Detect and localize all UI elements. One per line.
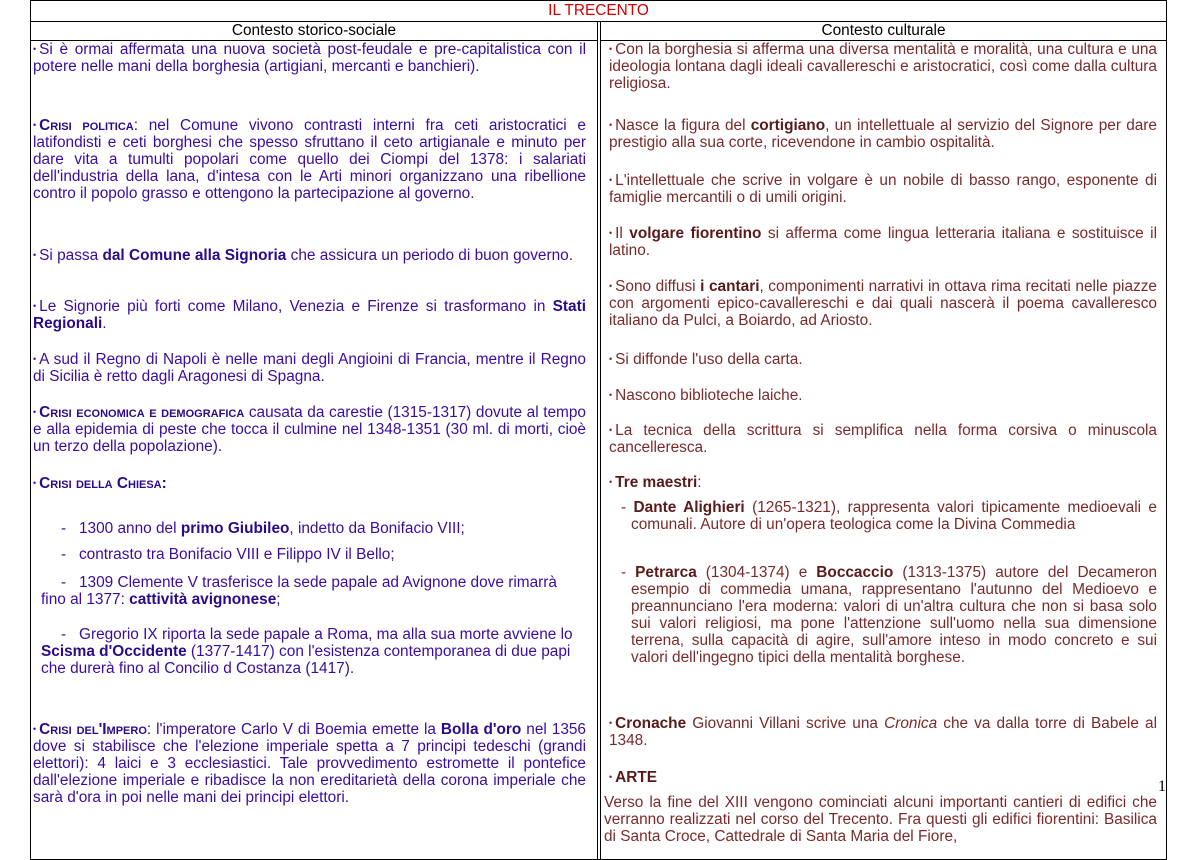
left-paragraph: • Crisi del'Impero: l'imperatore Carlo V di Boemia emette la Bolla d'oro nel 1356 dove si stabilisce che l'elezione imperiale spetta a 7 principi tedeschi (grandi elettori): 4 laici e 3 ecclesiastici. Tale provvedimento estromette il pontefice dall'elezione imperiale e ribadisce la non ereditarietà della corona imperiale che sarà d'ora in poi nelle mani dei principi elettori.	[33, 721, 586, 806]
right-paragraph: • Nasce la figura del cortigiano, un intellettuale al servizio del Signore per dare prestigio alla sua corte, ricevendone in cambio ospitalità.	[609, 117, 1157, 151]
left-paragraph: • A sud il Regno di Napoli è nelle mani degli Angioini di Francia, mentre il Regno di Sicilia è retto dagli Aragonesi di Spagna.	[33, 351, 586, 385]
left-subitem: - contrasto tra Bonifacio VIII e Filippo IV il Bello;	[61, 546, 395, 563]
bullet-icon: •	[609, 390, 613, 400]
left-paragraph: • Crisi della Chiesa:	[33, 475, 167, 492]
bullet-icon: •	[609, 718, 613, 728]
bullet-icon: •	[33, 354, 37, 364]
left-subitem: - Gregorio IX riporta la sede papale a Roma, ma alla sua morte avviene lo Scisma d'Occidente (1377-1417) con l'esistenza contemporanea di due papi che durerà fino al Concilio d Costanza (1417).	[41, 626, 573, 677]
right-paragraph: • Il volgare fiorentino si afferma come lingua letteraria italiana e sostituisce il latino.	[609, 225, 1157, 259]
bullet-icon: •	[609, 425, 613, 435]
bullet-icon: •	[609, 228, 613, 238]
bullet-icon: •	[33, 250, 37, 260]
right-paragraph: • Nascono biblioteche laiche.	[609, 387, 803, 404]
left-paragraph: • Crisi economica e demografica causata da carestie (1315-1317) dovute al tempo e alla epidemia di peste che tocca il culmine nel 1348-1351 (30 ml. di morti, cioè un terzo della popolazione).	[33, 404, 586, 455]
right-paragraph: • Cronache Giovanni Villani scrive una Cronica che va dalla torre di Babele al 1348.	[609, 715, 1158, 749]
document-table	[30, 0, 1167, 860]
bullet-icon: •	[609, 477, 613, 487]
left-paragraph: • Le Signorie più forti come Milano, Venezia e Firenze si trasformano in Stati Regionali.	[33, 298, 586, 332]
bullet-icon: •	[609, 354, 613, 364]
left-paragraph: • Si passa dal Comune alla Signoria che assicura un periodo di buon governo.	[33, 247, 573, 264]
right-paragraph: • Con la borghesia si afferma una diversa mentalità e moralità, una cultura e una ideologia lontana dagli ideali cavallereschi e aristocratici, così come dalla cultura religiosa.	[609, 41, 1157, 92]
right-paragraph: • Sono diffusi i cantari, componimenti narrativi in ottava rima recitati nelle piazze con argomenti epico-cavallereschi e dai quali nascerà il poema cavalleresco italiano da Pulci, a Boiardo, ad Ariosto.	[609, 278, 1157, 329]
right-paragraph: • L'intellettuale che scrive in volgare è un nobile di basso rango, esponente di famiglie mercantili o di umili origini.	[609, 172, 1157, 206]
right-paragraph: • ARTE	[609, 769, 658, 786]
left-column-header: Contesto storico-sociale	[31, 21, 598, 41]
bullet-icon: •	[33, 301, 37, 311]
bullet-icon: •	[609, 175, 613, 185]
right-column-header: Contesto culturale	[600, 21, 1166, 41]
page-title: IL TRECENTO	[31, 1, 1166, 22]
column-divider	[600, 40, 601, 859]
right-subitem: - Dante Alighieri (1265-1321), rappresenta valori tipicamente medioevali e comunali. Autore di un'opera teologica come la Divina Commedia	[621, 499, 1157, 533]
right-paragraph: • Si diffonde l'uso della carta.	[609, 351, 803, 368]
right-paragraph: • Tre maestri:	[609, 474, 702, 491]
bullet-icon: •	[33, 44, 37, 54]
left-subitem: - 1309 Clemente V trasferisce la sede papale ad Avignone dove rimarrà fino al 1377: cattività avignonese;	[41, 574, 557, 608]
left-paragraph: • Crisi politica: nel Comune vivono contrasti interni fra ceti aristocratici e latifondisti e ceti borghesi che spesso sfruttano il ceto artigianale e minuto per dare vita a tumulti popolari come quello dei Ciompi del 1378: i salariati dell'industria della lana, d'intesa con le Arti minori organizzano una ribellione contro il popolo grasso e ottengono la partecipazione al governo.	[33, 117, 586, 202]
bullet-icon: •	[609, 44, 613, 54]
left-subitem: - 1300 anno del primo Giubileo, indetto da Bonifacio VIII;	[61, 520, 465, 537]
left-paragraph: • Si è ormai affermata una nuova società post-feudale e pre-capitalistica con il potere nelle mani della borghesia (artigiani, mercanti e banchieri).	[33, 41, 586, 75]
bullet-icon: •	[609, 281, 613, 291]
column-divider	[597, 40, 598, 859]
bullet-icon: •	[33, 478, 37, 488]
bullet-icon: •	[609, 120, 613, 130]
right-paragraph: • La tecnica della scrittura si semplifica nella forma corsiva o minuscola cancelleresca.	[609, 422, 1157, 456]
bullet-icon: •	[33, 724, 37, 734]
bullet-icon: •	[33, 407, 37, 417]
right-paragraph: Verso la fine del XIII vengono cominciati alcuni importanti cantieri di edifici che verranno realizzati nel corso del Trecento. Fra questi gli edifici fiorentini: Basilica di Santa Croce, Cattedrale di Santa Maria del Fiore,	[604, 794, 1157, 845]
right-subitem: - Petrarca (1304-1374) e Boccaccio (1313-1375) autore del Decameron esempio di commedia umana, rappresentano l'autunno del Medioevo e preannunciano l'era moderna: valori di un'altra cultura che non si basa solo sui valori religiosi, ma pone l'attenzione sull'uomo nella sua dimensione terrena, sulla capacità di agire, sull'amore inteso in modo concreto e sui valori dell'ingegno tipici della mentalità borghese.	[621, 564, 1157, 666]
bullet-icon: •	[609, 772, 613, 782]
bullet-icon: •	[33, 120, 37, 130]
page-number: 1	[1158, 778, 1166, 795]
